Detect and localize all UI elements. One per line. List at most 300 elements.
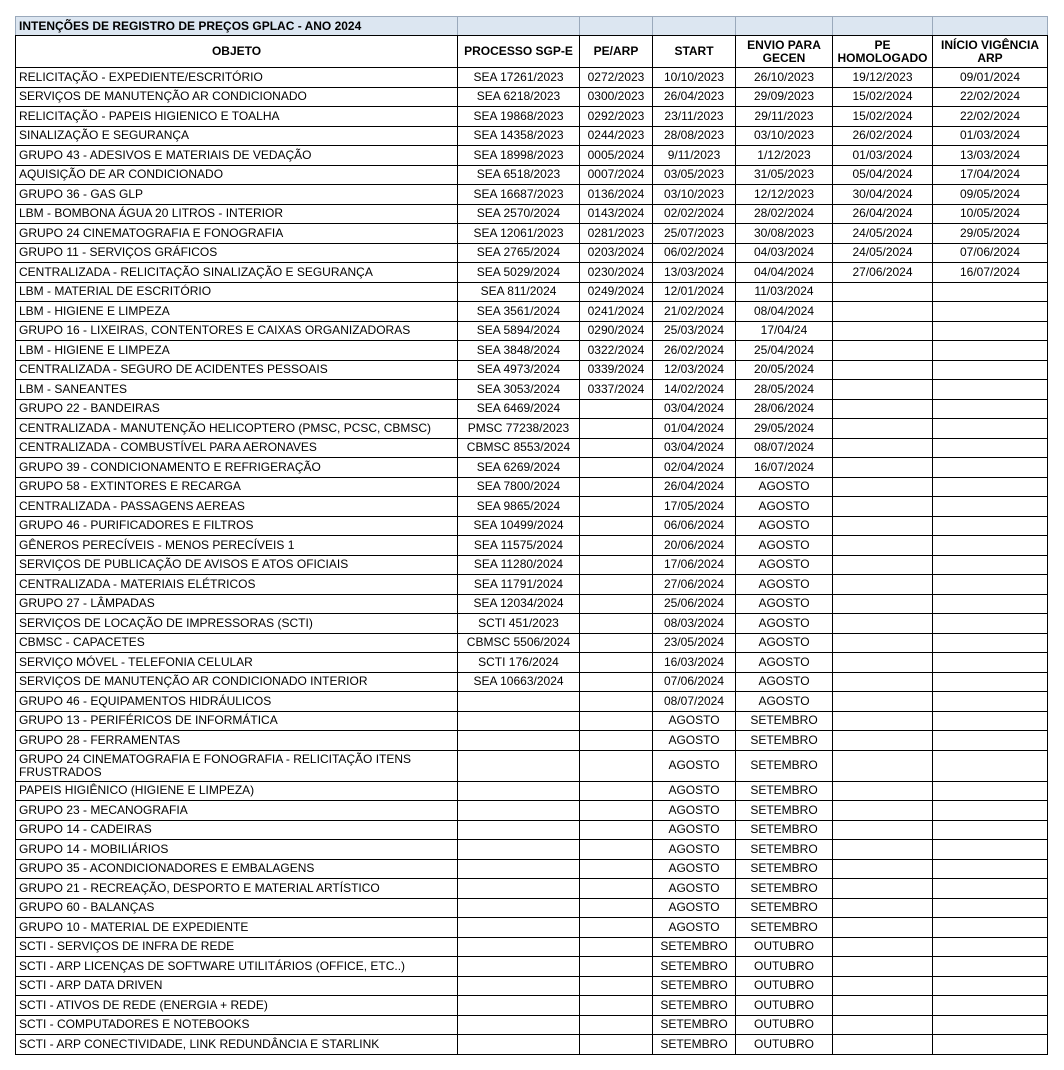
cell-start: SETEMBRO <box>653 1035 736 1055</box>
cell-pe-arp: 0322/2024 <box>580 341 653 361</box>
cell-envio-gecen: SETEMBRO <box>736 918 833 938</box>
cell-inicio-vigencia <box>933 781 1048 801</box>
cell-start: 14/02/2024 <box>653 380 736 400</box>
cell-inicio-vigencia: 07/06/2024 <box>933 243 1048 263</box>
table-row <box>16 898 1048 918</box>
cell-pe-arp: 0249/2024 <box>580 282 653 302</box>
cell-pe-arp <box>580 614 653 634</box>
cell-start: AGOSTO <box>653 711 736 731</box>
cell-processo: SEA 9865/2024 <box>458 497 580 517</box>
cell-objeto: RELICITAÇÃO - PAPEIS HIGIENICO E TOALHA <box>16 107 458 127</box>
cell-pe-homologado <box>833 957 933 977</box>
table-row <box>16 879 1048 899</box>
cell-pe-homologado <box>833 614 933 634</box>
header-inicio-vigencia: INÍCIO VIGÊNCIA ARP <box>933 36 1048 68</box>
cell-objeto: LBM - BOMBONA ÁGUA 20 LITROS - INTERIOR <box>16 204 458 224</box>
cell-objeto: CENTRALIZADA - PASSAGENS AEREAS <box>16 497 458 517</box>
cell-pe-arp <box>580 633 653 653</box>
cell-objeto: GRUPO 21 - RECREAÇÃO, DESPORTO E MATERIAL ARTÍSTICO <box>16 879 458 899</box>
cell-objeto: GRUPO 28 - FERRAMENTAS <box>16 731 458 751</box>
cell-inicio-vigencia <box>933 820 1048 840</box>
cell-objeto: GRUPO 43 - ADESIVOS E MATERIAIS DE VEDAÇÃO <box>16 146 458 166</box>
table-row <box>16 692 1048 712</box>
cell-processo: SEA 14358/2023 <box>458 126 580 146</box>
table-row <box>16 536 1048 556</box>
cell-pe-arp <box>580 419 653 439</box>
cell-pe-arp <box>580 879 653 899</box>
cell-objeto: SERVIÇOS DE PUBLICAÇÃO DE AVISOS E ATOS OFICIAIS <box>16 555 458 575</box>
cell-pe-homologado: 24/05/2024 <box>833 243 933 263</box>
cell-start: 08/03/2024 <box>653 614 736 634</box>
cell-inicio-vigencia <box>933 879 1048 899</box>
table-row <box>16 185 1048 205</box>
cell-envio-gecen: 20/05/2024 <box>736 360 833 380</box>
cell-objeto: GRUPO 14 - CADEIRAS <box>16 820 458 840</box>
table-row <box>16 243 1048 263</box>
cell-pe-homologado <box>833 282 933 302</box>
cell-envio-gecen: SETEMBRO <box>736 781 833 801</box>
cell-pe-homologado: 26/02/2024 <box>833 126 933 146</box>
title-filler <box>833 17 933 36</box>
cell-inicio-vigencia: 13/03/2024 <box>933 146 1048 166</box>
cell-start: 20/06/2024 <box>653 536 736 556</box>
cell-pe-homologado <box>833 438 933 458</box>
cell-envio-gecen: 29/09/2023 <box>736 87 833 107</box>
cell-start: 03/05/2023 <box>653 165 736 185</box>
cell-inicio-vigencia <box>933 692 1048 712</box>
cell-envio-gecen: AGOSTO <box>736 536 833 556</box>
cell-pe-homologado <box>833 879 933 899</box>
cell-pe-homologado: 30/04/2024 <box>833 185 933 205</box>
cell-objeto: CENTRALIZADA - RELICITAÇÃO SINALIZAÇÃO E SEGURANÇA <box>16 263 458 283</box>
cell-pe-arp <box>580 653 653 673</box>
cell-pe-homologado <box>833 781 933 801</box>
cell-inicio-vigencia <box>933 438 1048 458</box>
cell-processo: SEA 3561/2024 <box>458 302 580 322</box>
cell-start: AGOSTO <box>653 898 736 918</box>
cell-objeto: LBM - HIGIENE E LIMPEZA <box>16 302 458 322</box>
header-objeto: OBJETO <box>16 36 458 68</box>
cell-inicio-vigencia: 22/02/2024 <box>933 107 1048 127</box>
cell-envio-gecen: OUTUBRO <box>736 976 833 996</box>
cell-objeto: SCTI - ARP DATA DRIVEN <box>16 976 458 996</box>
cell-pe-arp <box>580 859 653 879</box>
cell-pe-homologado <box>833 536 933 556</box>
cell-pe-homologado <box>833 575 933 595</box>
cell-pe-homologado <box>833 996 933 1016</box>
table-row <box>16 477 1048 497</box>
table-row <box>16 672 1048 692</box>
cell-pe-homologado <box>833 859 933 879</box>
cell-start: 07/06/2024 <box>653 672 736 692</box>
table-title: INTENÇÕES DE REGISTRO DE PREÇOS GPLAC - ANO 2024 <box>16 17 458 36</box>
cell-processo: SCTI 451/2023 <box>458 614 580 634</box>
cell-start: AGOSTO <box>653 731 736 751</box>
title-filler <box>458 17 580 36</box>
table-row <box>16 801 1048 821</box>
table-row <box>16 87 1048 107</box>
cell-processo: SEA 6469/2024 <box>458 399 580 419</box>
cell-envio-gecen: OUTUBRO <box>736 1015 833 1035</box>
cell-pe-arp <box>580 399 653 419</box>
cell-start: AGOSTO <box>653 781 736 801</box>
title-row <box>16 17 1048 36</box>
cell-processo <box>458 781 580 801</box>
cell-inicio-vigencia: 22/02/2024 <box>933 87 1048 107</box>
cell-objeto: CENTRALIZADA - COMBUSTÍVEL PARA AERONAVES <box>16 438 458 458</box>
cell-processo: SEA 16687/2023 <box>458 185 580 205</box>
table-row <box>16 711 1048 731</box>
cell-objeto: SCTI - ARP CONECTIVIDADE, LINK REDUNDÂNCIA E STARLINK <box>16 1035 458 1055</box>
cell-objeto: LBM - HIGIENE E LIMPEZA <box>16 341 458 361</box>
cell-envio-gecen: AGOSTO <box>736 653 833 673</box>
title-filler <box>653 17 736 36</box>
cell-objeto: SCTI - SERVIÇOS DE INFRA DE REDE <box>16 937 458 957</box>
cell-inicio-vigencia <box>933 497 1048 517</box>
table-row <box>16 516 1048 536</box>
cell-pe-arp <box>580 555 653 575</box>
cell-envio-gecen: SETEMBRO <box>736 750 833 781</box>
cell-processo: SCTI 176/2024 <box>458 653 580 673</box>
cell-objeto: SERVIÇOS DE LOCAÇÃO DE IMPRESSORAS (SCTI) <box>16 614 458 634</box>
cell-processo <box>458 1015 580 1035</box>
cell-pe-arp <box>580 937 653 957</box>
cell-pe-homologado <box>833 341 933 361</box>
cell-objeto: GÊNEROS PERECÍVEIS - MENOS PERECÍVEIS 1 <box>16 536 458 556</box>
cell-inicio-vigencia <box>933 633 1048 653</box>
cell-inicio-vigencia <box>933 840 1048 860</box>
cell-envio-gecen: AGOSTO <box>736 497 833 517</box>
cell-pe-arp <box>580 898 653 918</box>
cell-inicio-vigencia <box>933 1015 1048 1035</box>
table-row <box>16 555 1048 575</box>
price-registry-table <box>15 16 1048 1055</box>
cell-processo <box>458 996 580 1016</box>
cell-objeto: GRUPO 46 - PURIFICADORES E FILTROS <box>16 516 458 536</box>
cell-envio-gecen: SETEMBRO <box>736 711 833 731</box>
cell-pe-arp <box>580 477 653 497</box>
cell-processo <box>458 750 580 781</box>
cell-pe-arp <box>580 996 653 1016</box>
table-row <box>16 438 1048 458</box>
cell-processo: SEA 18998/2023 <box>458 146 580 166</box>
cell-objeto: GRUPO 24 CINEMATOGRAFIA E FONOGRAFIA <box>16 224 458 244</box>
cell-inicio-vigencia <box>933 1035 1048 1055</box>
table-row <box>16 820 1048 840</box>
cell-inicio-vigencia <box>933 750 1048 781</box>
cell-processo: SEA 11280/2024 <box>458 555 580 575</box>
cell-pe-homologado <box>833 1015 933 1035</box>
cell-envio-gecen: 16/07/2024 <box>736 458 833 478</box>
cell-pe-arp <box>580 438 653 458</box>
cell-pe-homologado <box>833 976 933 996</box>
cell-envio-gecen: SETEMBRO <box>736 879 833 899</box>
table-row <box>16 165 1048 185</box>
cell-objeto: GRUPO 14 - MOBILIÁRIOS <box>16 840 458 860</box>
cell-pe-arp: 0281/2023 <box>580 224 653 244</box>
cell-processo: PMSC 77238/2023 <box>458 419 580 439</box>
cell-pe-homologado <box>833 302 933 322</box>
cell-processo: SEA 7800/2024 <box>458 477 580 497</box>
cell-envio-gecen: OUTUBRO <box>736 957 833 977</box>
cell-start: SETEMBRO <box>653 937 736 957</box>
cell-pe-homologado <box>833 750 933 781</box>
cell-inicio-vigencia <box>933 380 1048 400</box>
cell-pe-homologado: 19/12/2023 <box>833 68 933 88</box>
cell-envio-gecen: OUTUBRO <box>736 1035 833 1055</box>
cell-start: 23/11/2023 <box>653 107 736 127</box>
cell-envio-gecen: 04/04/2024 <box>736 263 833 283</box>
cell-inicio-vigencia <box>933 458 1048 478</box>
cell-envio-gecen: 04/03/2024 <box>736 243 833 263</box>
cell-start: AGOSTO <box>653 750 736 781</box>
cell-objeto: GRUPO 13 - PERIFÉRICOS DE INFORMÁTICA <box>16 711 458 731</box>
cell-inicio-vigencia <box>933 575 1048 595</box>
cell-start: AGOSTO <box>653 840 736 860</box>
cell-pe-arp: 0007/2024 <box>580 165 653 185</box>
title-filler <box>933 17 1048 36</box>
table-row <box>16 302 1048 322</box>
cell-pe-arp: 0337/2024 <box>580 380 653 400</box>
cell-pe-arp: 0005/2024 <box>580 146 653 166</box>
cell-pe-homologado: 05/04/2024 <box>833 165 933 185</box>
cell-processo: SEA 19868/2023 <box>458 107 580 127</box>
cell-envio-gecen: SETEMBRO <box>736 859 833 879</box>
cell-inicio-vigencia: 09/05/2024 <box>933 185 1048 205</box>
cell-pe-homologado <box>833 937 933 957</box>
table-row <box>16 859 1048 879</box>
title-filler <box>580 17 653 36</box>
cell-pe-arp <box>580 918 653 938</box>
cell-pe-arp: 0292/2023 <box>580 107 653 127</box>
table-row <box>16 146 1048 166</box>
cell-pe-homologado <box>833 731 933 751</box>
cell-start: AGOSTO <box>653 879 736 899</box>
cell-pe-arp <box>580 820 653 840</box>
cell-pe-homologado <box>833 840 933 860</box>
cell-pe-homologado <box>833 711 933 731</box>
cell-inicio-vigencia <box>933 976 1048 996</box>
table-body <box>16 68 1048 1055</box>
cell-envio-gecen: AGOSTO <box>736 633 833 653</box>
title-filler <box>736 17 833 36</box>
cell-inicio-vigencia <box>933 898 1048 918</box>
cell-envio-gecen: 1/12/2023 <box>736 146 833 166</box>
cell-envio-gecen: 31/05/2023 <box>736 165 833 185</box>
cell-processo: SEA 6269/2024 <box>458 458 580 478</box>
cell-pe-homologado <box>833 820 933 840</box>
cell-envio-gecen: AGOSTO <box>736 516 833 536</box>
cell-envio-gecen: AGOSTO <box>736 575 833 595</box>
cell-start: SETEMBRO <box>653 1015 736 1035</box>
cell-objeto: SINALIZAÇÃO E SEGURANÇA <box>16 126 458 146</box>
cell-pe-arp <box>580 692 653 712</box>
cell-start: 25/06/2024 <box>653 594 736 614</box>
cell-pe-arp: 0136/2024 <box>580 185 653 205</box>
cell-processo: SEA 12034/2024 <box>458 594 580 614</box>
header-pe-homologado: PE HOMOLOGADO <box>833 36 933 68</box>
cell-processo <box>458 1035 580 1055</box>
cell-pe-arp <box>580 976 653 996</box>
table-row <box>16 840 1048 860</box>
cell-envio-gecen: 29/11/2023 <box>736 107 833 127</box>
header-envio-gecen: ENVIO PARA GECEN <box>736 36 833 68</box>
cell-pe-arp <box>580 1015 653 1035</box>
cell-envio-gecen: 08/07/2024 <box>736 438 833 458</box>
cell-processo: CBMSC 8553/2024 <box>458 438 580 458</box>
cell-processo <box>458 937 580 957</box>
cell-objeto: GRUPO 11 - SERVIÇOS GRÁFICOS <box>16 243 458 263</box>
cell-start: 25/07/2023 <box>653 224 736 244</box>
cell-inicio-vigencia <box>933 399 1048 419</box>
cell-envio-gecen: OUTUBRO <box>736 937 833 957</box>
cell-processo <box>458 879 580 899</box>
cell-objeto: SCTI - ATIVOS DE REDE (ENERGIA + REDE) <box>16 996 458 1016</box>
cell-envio-gecen: 25/04/2024 <box>736 341 833 361</box>
cell-start: 26/04/2024 <box>653 477 736 497</box>
cell-processo <box>458 731 580 751</box>
cell-pe-arp: 0230/2024 <box>580 263 653 283</box>
cell-envio-gecen: AGOSTO <box>736 555 833 575</box>
cell-start: 23/05/2024 <box>653 633 736 653</box>
cell-envio-gecen: SETEMBRO <box>736 731 833 751</box>
cell-objeto: GRUPO 39 - CONDICIONAMENTO E REFRIGERAÇÃO <box>16 458 458 478</box>
cell-envio-gecen: 11/03/2024 <box>736 282 833 302</box>
cell-start: 03/10/2023 <box>653 185 736 205</box>
cell-objeto: GRUPO 24 CINEMATOGRAFIA E FONOGRAFIA - RELICITAÇÃO ITENS FRUSTRADOS <box>16 750 458 781</box>
table-row <box>16 341 1048 361</box>
cell-pe-homologado <box>833 419 933 439</box>
cell-inicio-vigencia <box>933 996 1048 1016</box>
cell-processo: SEA 5894/2024 <box>458 321 580 341</box>
cell-inicio-vigencia: 16/07/2024 <box>933 263 1048 283</box>
cell-envio-gecen: 28/02/2024 <box>736 204 833 224</box>
cell-pe-arp <box>580 801 653 821</box>
cell-envio-gecen: 28/06/2024 <box>736 399 833 419</box>
cell-start: 21/02/2024 <box>653 302 736 322</box>
cell-start: AGOSTO <box>653 801 736 821</box>
cell-inicio-vigencia <box>933 918 1048 938</box>
cell-pe-arp <box>580 711 653 731</box>
cell-objeto: SCTI - COMPUTADORES E NOTEBOOKS <box>16 1015 458 1035</box>
table-row <box>16 750 1048 781</box>
table-row <box>16 458 1048 478</box>
cell-pe-homologado: 15/02/2024 <box>833 107 933 127</box>
cell-pe-arp: 0290/2024 <box>580 321 653 341</box>
cell-objeto: GRUPO 36 - GAS GLP <box>16 185 458 205</box>
cell-pe-homologado <box>833 918 933 938</box>
cell-processo: SEA 10663/2024 <box>458 672 580 692</box>
cell-start: 01/04/2024 <box>653 419 736 439</box>
cell-pe-arp <box>580 458 653 478</box>
table-row <box>16 653 1048 673</box>
cell-envio-gecen: 26/10/2023 <box>736 68 833 88</box>
cell-pe-arp: 0244/2023 <box>580 126 653 146</box>
cell-inicio-vigencia <box>933 341 1048 361</box>
cell-inicio-vigencia: 01/03/2024 <box>933 126 1048 146</box>
cell-inicio-vigencia: 09/01/2024 <box>933 68 1048 88</box>
cell-inicio-vigencia <box>933 957 1048 977</box>
cell-objeto: GRUPO 46 - EQUIPAMENTOS HIDRÁULICOS <box>16 692 458 712</box>
cell-inicio-vigencia: 29/05/2024 <box>933 224 1048 244</box>
cell-start: 28/08/2023 <box>653 126 736 146</box>
cell-envio-gecen: AGOSTO <box>736 614 833 634</box>
cell-pe-arp: 0203/2024 <box>580 243 653 263</box>
cell-start: 16/03/2024 <box>653 653 736 673</box>
cell-objeto: CENTRALIZADA - MATERIAIS ELÉTRICOS <box>16 575 458 595</box>
cell-inicio-vigencia <box>933 360 1048 380</box>
cell-inicio-vigencia <box>933 937 1048 957</box>
cell-processo: SEA 11791/2024 <box>458 575 580 595</box>
cell-pe-homologado <box>833 692 933 712</box>
header-row <box>16 36 1048 68</box>
cell-processo <box>458 957 580 977</box>
cell-inicio-vigencia <box>933 672 1048 692</box>
cell-pe-arp <box>580 672 653 692</box>
cell-processo: SEA 811/2024 <box>458 282 580 302</box>
cell-start: SETEMBRO <box>653 976 736 996</box>
cell-start: SETEMBRO <box>653 957 736 977</box>
cell-start: 02/04/2024 <box>653 458 736 478</box>
cell-inicio-vigencia: 10/05/2024 <box>933 204 1048 224</box>
cell-inicio-vigencia <box>933 321 1048 341</box>
header-processo: PROCESSO SGP-E <box>458 36 580 68</box>
table-row <box>16 614 1048 634</box>
cell-pe-arp <box>580 781 653 801</box>
cell-envio-gecen: AGOSTO <box>736 477 833 497</box>
cell-start: 03/04/2024 <box>653 438 736 458</box>
table-row <box>16 957 1048 977</box>
cell-pe-homologado: 01/03/2024 <box>833 146 933 166</box>
cell-objeto: GRUPO 27 - LÂMPADAS <box>16 594 458 614</box>
cell-pe-homologado: 24/05/2024 <box>833 224 933 244</box>
table-row <box>16 380 1048 400</box>
cell-start: SETEMBRO <box>653 996 736 1016</box>
cell-pe-arp <box>580 516 653 536</box>
cell-inicio-vigencia <box>933 302 1048 322</box>
cell-envio-gecen: 29/05/2024 <box>736 419 833 439</box>
cell-pe-homologado <box>833 672 933 692</box>
header-pe-arp: PE/ARP <box>580 36 653 68</box>
cell-processo: CBMSC 5506/2024 <box>458 633 580 653</box>
cell-pe-arp: 0241/2024 <box>580 302 653 322</box>
table-row <box>16 633 1048 653</box>
cell-inicio-vigencia <box>933 282 1048 302</box>
cell-processo: SEA 2570/2024 <box>458 204 580 224</box>
table-row <box>16 360 1048 380</box>
cell-processo <box>458 801 580 821</box>
cell-start: 12/01/2024 <box>653 282 736 302</box>
cell-inicio-vigencia <box>933 555 1048 575</box>
cell-objeto: GRUPO 23 - MECANOGRAFIA <box>16 801 458 821</box>
table-row <box>16 419 1048 439</box>
cell-pe-arp <box>580 536 653 556</box>
cell-envio-gecen: OUTUBRO <box>736 996 833 1016</box>
cell-pe-homologado: 27/06/2024 <box>833 263 933 283</box>
cell-inicio-vigencia <box>933 536 1048 556</box>
table-row <box>16 126 1048 146</box>
cell-inicio-vigencia <box>933 653 1048 673</box>
cell-pe-arp <box>580 750 653 781</box>
cell-objeto: GRUPO 22 - BANDEIRAS <box>16 399 458 419</box>
cell-pe-homologado: 26/04/2024 <box>833 204 933 224</box>
cell-pe-arp <box>580 594 653 614</box>
cell-objeto: LBM - MATERIAL DE ESCRITÓRIO <box>16 282 458 302</box>
cell-start: 17/06/2024 <box>653 555 736 575</box>
cell-objeto: GRUPO 60 - BALANÇAS <box>16 898 458 918</box>
cell-start: 26/04/2023 <box>653 87 736 107</box>
cell-start: 12/03/2024 <box>653 360 736 380</box>
